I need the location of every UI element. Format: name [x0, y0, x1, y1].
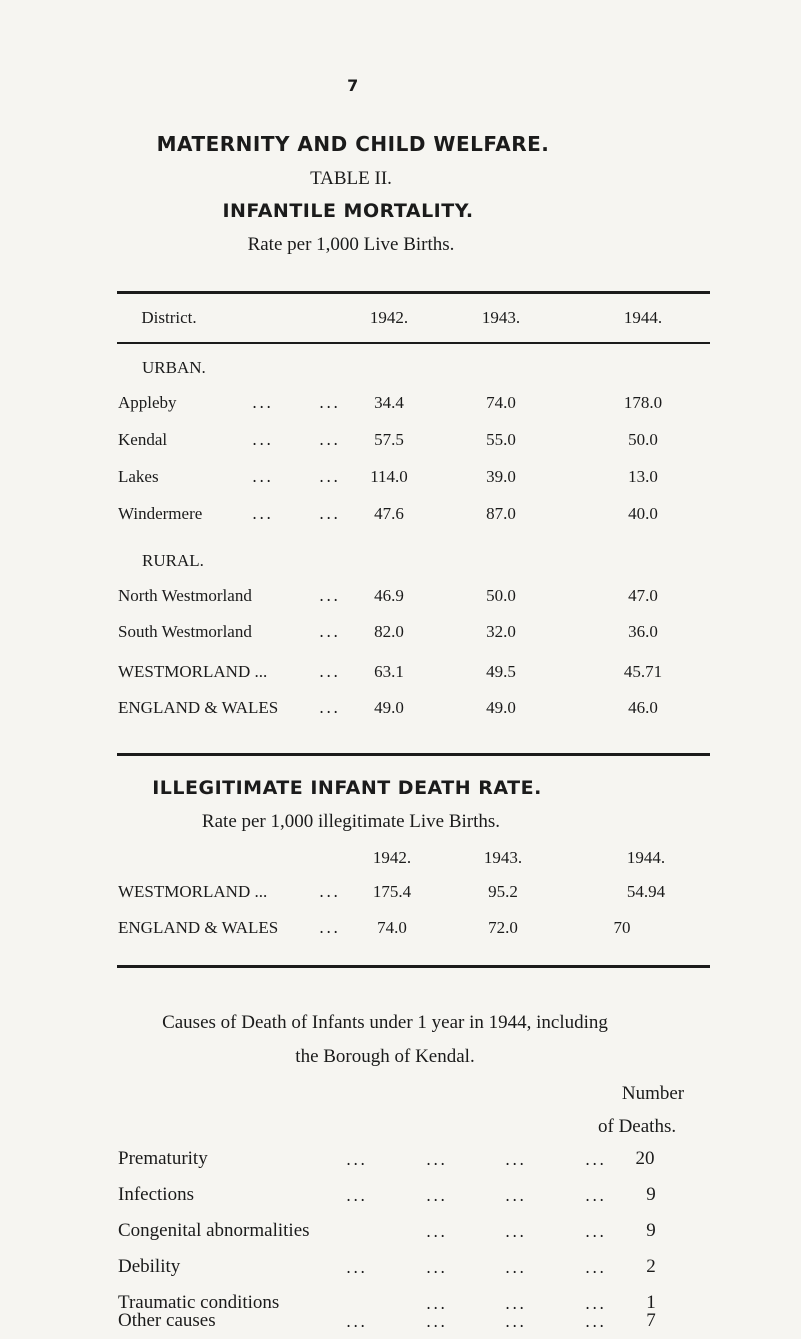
leader-dots: ... [585, 1186, 607, 1205]
leader-dots: ... [319, 622, 341, 641]
value-1944: 45.71 [623, 662, 663, 681]
leader-dots: ... [319, 662, 341, 681]
value-1942: 46.9 [374, 586, 404, 605]
cause-name: Debility [118, 1256, 181, 1277]
deaths-header-line2: of Deaths. [598, 1116, 677, 1137]
death-count: 9 [646, 1220, 656, 1241]
illegitimate-title: ILLEGITIMATE INFANT DEATH RATE. [152, 777, 542, 799]
leader-dots: ... [319, 504, 341, 523]
value-1942: 74.0 [377, 918, 407, 937]
header-1942: 1942. [369, 308, 409, 327]
rate-line: Rate per 1,000 Live Births. [247, 234, 455, 255]
leader-dots: ... [319, 882, 341, 901]
leader-dots: ... [505, 1294, 527, 1313]
leader-dots: ... [346, 1186, 368, 1205]
value-1944: 13.0 [628, 467, 658, 486]
value-1943: 72.0 [488, 918, 518, 937]
urban-label: URBAN. [142, 358, 206, 377]
leader-dots: ... [252, 430, 274, 449]
district-name: Kendal [118, 430, 168, 449]
illegitimate-bottom-rule [117, 965, 710, 968]
value-1942: 47.6 [374, 504, 404, 523]
value-1943: 87.0 [486, 504, 516, 523]
illegitimate-rate-line: Rate per 1,000 illegitimate Live Births. [201, 811, 501, 832]
leader-dots: ... [505, 1150, 527, 1169]
value-1944: 36.0 [628, 622, 658, 641]
leader-dots: ... [426, 1294, 448, 1313]
section-subtitle: INFANTILE MORTALITY. [222, 200, 474, 222]
value-1943: 55.0 [486, 430, 516, 449]
value-1944: 54.94 [626, 882, 666, 901]
cause-name: Traumatic conditions [118, 1292, 280, 1313]
death-count: 1 [646, 1292, 656, 1313]
leader-dots: ... [319, 586, 341, 605]
death-count: 20 [635, 1148, 655, 1169]
header-district: District. [141, 308, 197, 327]
cause-name: Congenital abnormalities [118, 1220, 310, 1241]
leader-dots: ... [319, 393, 341, 412]
cause-name: Prematurity [118, 1148, 208, 1169]
rural-label: RURAL. [142, 551, 204, 570]
leader-dots: ... [585, 1150, 607, 1169]
leader-dots: ... [252, 504, 274, 523]
value-1942: 82.0 [374, 622, 404, 641]
ill-header-1942: 1942. [372, 848, 412, 867]
district-name: North Westmorland [118, 586, 252, 605]
value-1942: 114.0 [370, 467, 408, 486]
leader-dots: ... [426, 1186, 448, 1205]
cause-name: Other causes [118, 1310, 216, 1331]
district-name: ENGLAND & WALES [118, 698, 279, 717]
value-1944: 47.0 [628, 586, 658, 605]
value-1942: 175.4 [372, 882, 412, 901]
leader-dots: ... [505, 1186, 527, 1205]
leader-dots: ... [252, 467, 274, 486]
leader-dots: ... [426, 1150, 448, 1169]
value-1943: 50.0 [486, 586, 516, 605]
leader-dots: ... [346, 1312, 368, 1331]
death-count: 9 [646, 1184, 656, 1205]
death-count: 7 [646, 1310, 656, 1331]
district-name: Windermere [118, 504, 203, 523]
causes-heading-line2: the Borough of Kendal. [295, 1046, 475, 1067]
value-1944: 40.0 [628, 504, 658, 523]
deaths-header-line1: Number [621, 1083, 685, 1104]
header-1944: 1944. [623, 308, 663, 327]
death-count: 2 [646, 1256, 656, 1277]
value-1944: 46.0 [628, 698, 658, 717]
value-1943: 49.5 [486, 662, 516, 681]
cause-name: Infections [118, 1184, 194, 1205]
header-1943: 1943. [481, 308, 521, 327]
value-1943: 95.2 [488, 882, 518, 901]
value-1943: 49.0 [486, 698, 516, 717]
leader-dots: ... [585, 1258, 607, 1277]
leader-dots: ... [319, 918, 341, 937]
value-1943: 32.0 [486, 622, 516, 641]
ill-header-1944: 1944. [626, 848, 666, 867]
value-1944: 178.0 [623, 393, 663, 412]
leader-dots: ... [252, 393, 274, 412]
leader-dots: ... [426, 1312, 448, 1331]
leader-dots: ... [319, 467, 341, 486]
district-name: Lakes [118, 467, 159, 486]
leader-dots: ... [505, 1258, 527, 1277]
leader-dots: ... [426, 1222, 448, 1241]
table1-top-rule [117, 291, 710, 294]
value-1944: 70 [613, 918, 631, 937]
table1-header-rule [117, 342, 710, 344]
district-name: Appleby [118, 393, 177, 412]
page-title: MATERNITY AND CHILD WELFARE. [156, 132, 550, 156]
leader-dots: ... [585, 1294, 607, 1313]
value-1942: 49.0 [374, 698, 404, 717]
table-label: TABLE II. [310, 168, 392, 189]
area-name: WESTMORLAND ... [118, 882, 268, 901]
district-name: WESTMORLAND ... [118, 662, 268, 681]
value-1944: 50.0 [628, 430, 658, 449]
value-1942: 57.5 [374, 430, 404, 449]
leader-dots: ... [585, 1312, 607, 1331]
leader-dots: ... [505, 1312, 527, 1331]
value-1942: 34.4 [374, 393, 404, 412]
value-1943: 39.0 [486, 467, 516, 486]
leader-dots: ... [346, 1258, 368, 1277]
leader-dots: ... [505, 1222, 527, 1241]
page-number: 7 [347, 76, 359, 95]
leader-dots: ... [319, 430, 341, 449]
leader-dots: ... [319, 698, 341, 717]
value-1943: 74.0 [486, 393, 516, 412]
area-name: ENGLAND & WALES [118, 918, 279, 937]
ill-header-1943: 1943. [483, 848, 523, 867]
value-1942: 63.1 [374, 662, 404, 681]
leader-dots: ... [346, 1150, 368, 1169]
leader-dots: ... [426, 1258, 448, 1277]
leader-dots: ... [585, 1222, 607, 1241]
causes-heading-line1: Causes of Death of Infants under 1 year in 1944, including [162, 1012, 608, 1033]
district-name: South Westmorland [118, 622, 252, 641]
table1-bottom-rule [117, 753, 710, 756]
